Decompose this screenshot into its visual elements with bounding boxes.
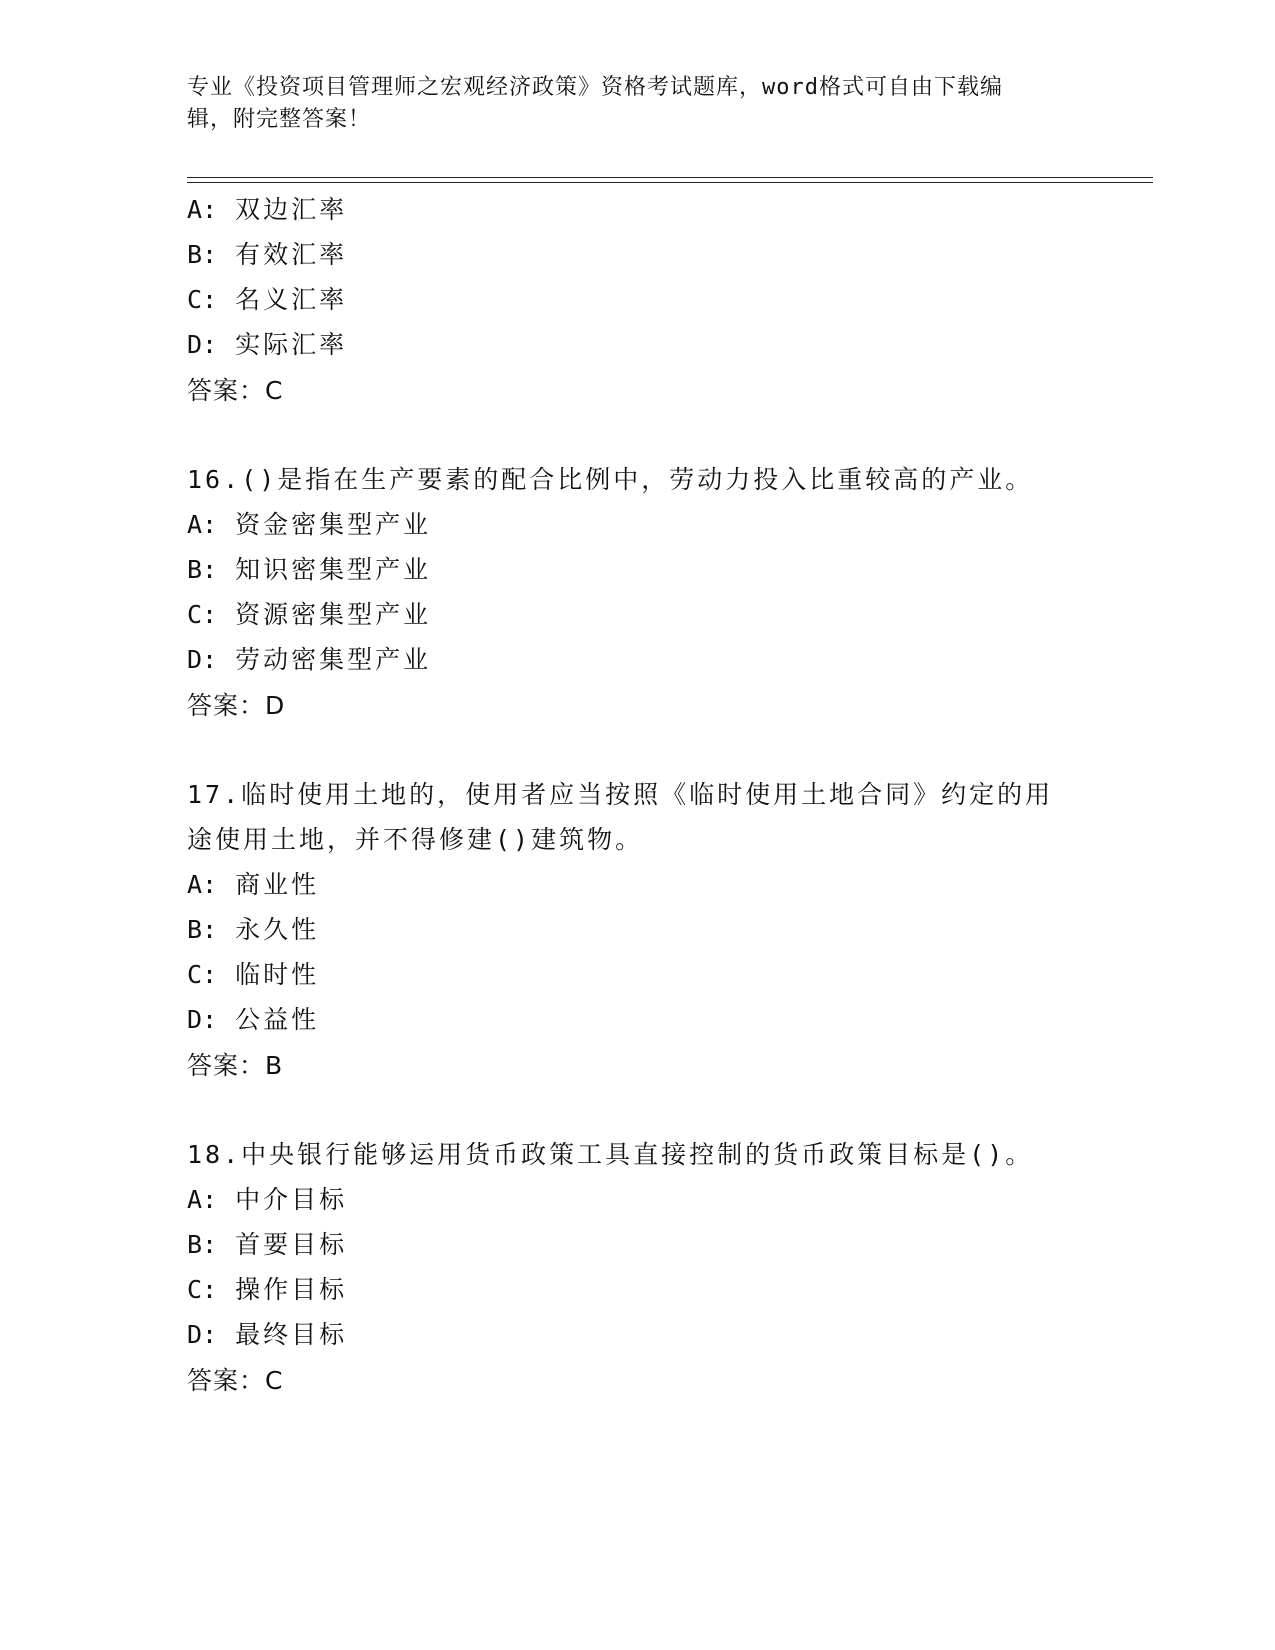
q15-answer: 答案：C xyxy=(187,376,284,405)
q15-option-d: D: 实际汇率 xyxy=(187,330,348,359)
q17-answer: 答案：B xyxy=(187,1051,284,1080)
q16-option-c: C: 资源密集型产业 xyxy=(187,600,432,629)
q15-option-c: C: 名义汇率 xyxy=(187,285,348,314)
q17-option-d: D: 公益性 xyxy=(187,1005,320,1034)
q17-option-c: C: 临时性 xyxy=(187,960,320,989)
q18-answer: 答案：C xyxy=(187,1366,284,1395)
q16-option-a: A: 资金密集型产业 xyxy=(187,510,432,539)
q18-option-c: C: 操作目标 xyxy=(187,1275,348,1304)
q15-option-a: A: 双边汇率 xyxy=(187,195,348,224)
q17-option-a: A: 商业性 xyxy=(187,870,320,899)
q17-option-b: B: 永久性 xyxy=(187,915,320,944)
q15-option-b: B: 有效汇率 xyxy=(187,240,348,269)
q18-option-d: D: 最终目标 xyxy=(187,1320,348,1349)
header-line-1: 专业《投资项目管理师之宏观经济政策》资格考试题库，word格式可自由下载编 xyxy=(187,75,1003,100)
q18-option-b: B: 首要目标 xyxy=(187,1230,348,1259)
q18-option-a: A: 中介目标 xyxy=(187,1185,348,1214)
header-line-2: 辑，附完整答案！ xyxy=(187,107,372,132)
q18-stem: 18.中央银行能够运用货币政策工具直接控制的货币政策目标是()。 xyxy=(187,1140,1034,1169)
q16-option-b: B: 知识密集型产业 xyxy=(187,555,432,584)
header-divider-top xyxy=(187,177,1153,178)
q17-stem-line-1: 17.临时使用土地的，使用者应当按照《临时使用土地合同》约定的用 xyxy=(187,780,1054,809)
q16-option-d: D: 劳动密集型产业 xyxy=(187,645,432,674)
q16-stem: 16.()是指在生产要素的配合比例中，劳动力投入比重较高的产业。 xyxy=(187,465,1034,494)
q16-answer: 答案：D xyxy=(187,691,286,720)
q17-stem-line-2: 途使用土地，并不得修建()建筑物。 xyxy=(187,825,644,854)
document-header xyxy=(187,72,1067,136)
header-divider-bottom xyxy=(187,182,1153,183)
